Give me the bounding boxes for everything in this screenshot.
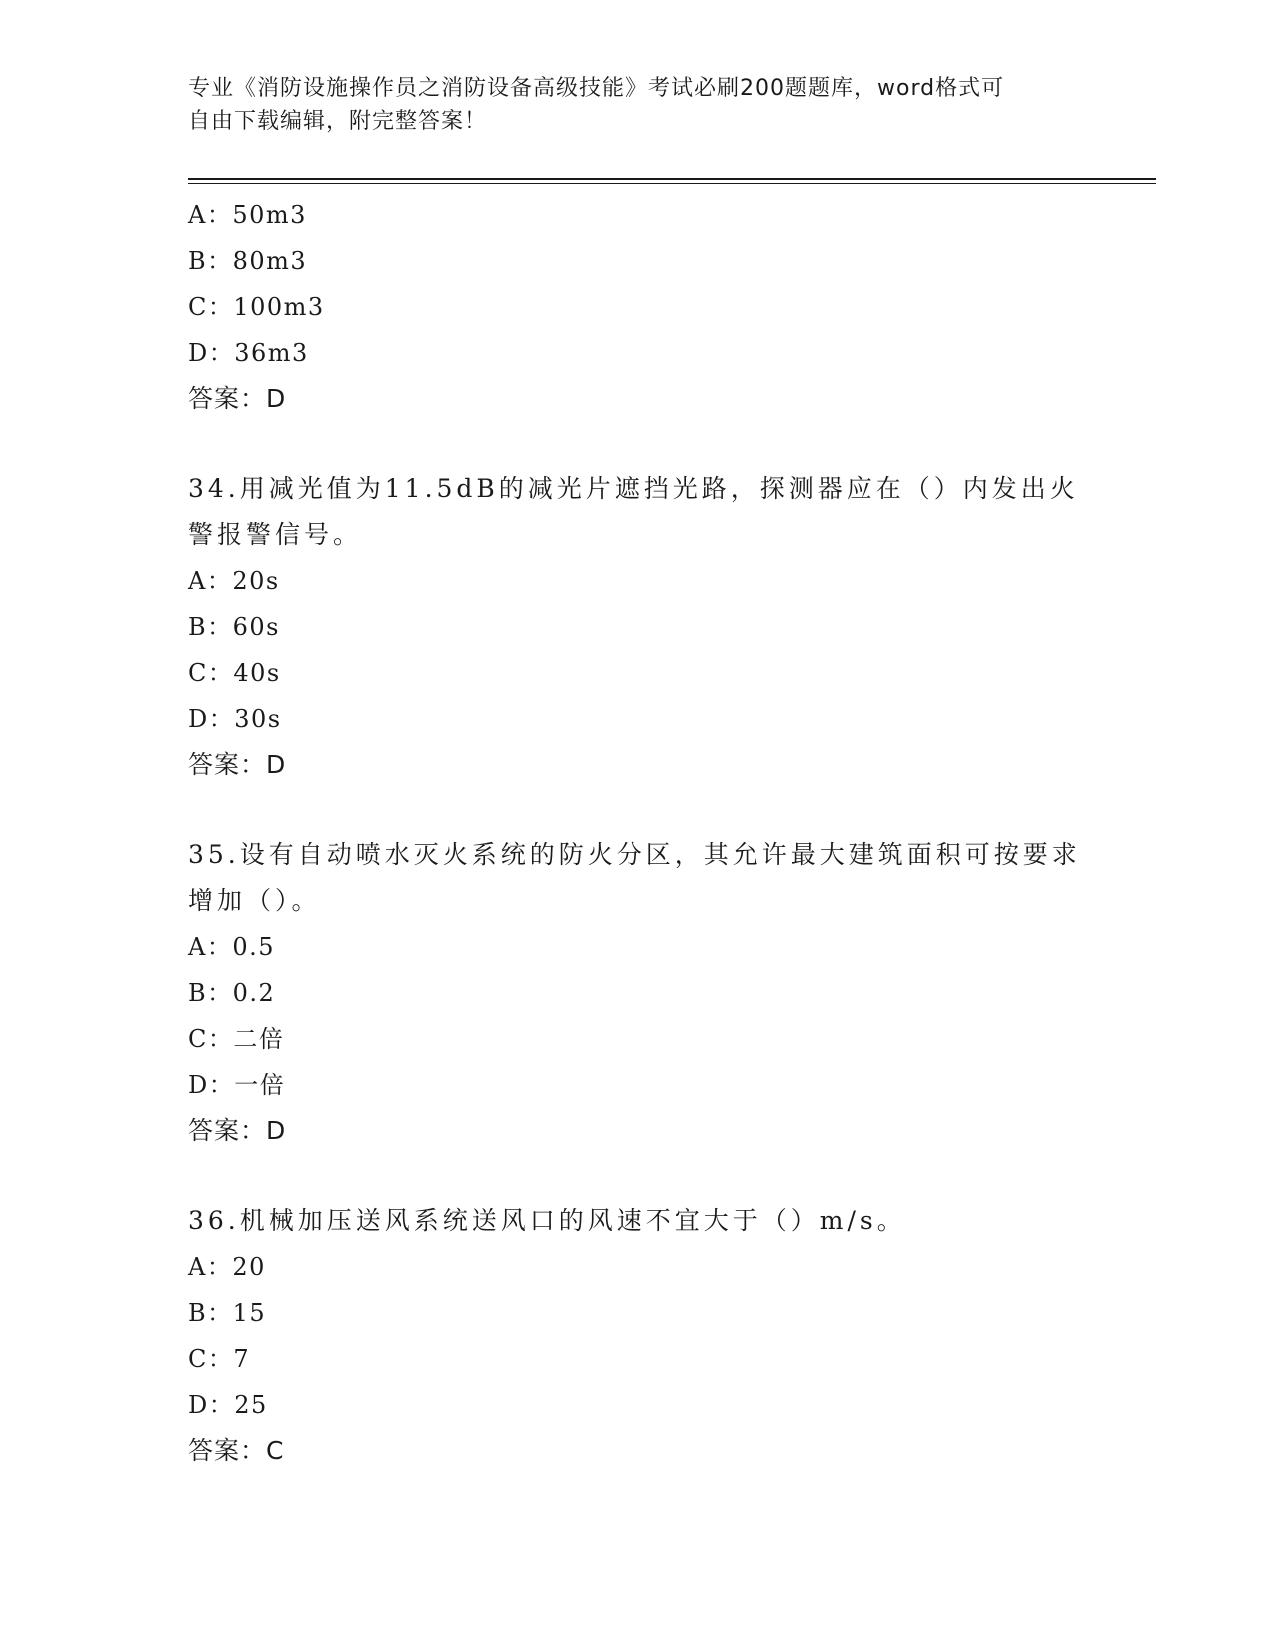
- question-text-line-1: 35.设有自动喷水灭火系统的防火分区，其允许最大建筑面积可按要求: [188, 840, 1081, 869]
- answer-line: 答案：D: [188, 750, 287, 779]
- option-a: A：20: [188, 1253, 266, 1281]
- option-c: C：二倍: [188, 1025, 285, 1053]
- option-c: C：100m3: [188, 293, 325, 321]
- question-text-line-2: 警报警信号。: [188, 520, 363, 549]
- question-block-36: [188, 1198, 1088, 1474]
- question-list: [188, 192, 1088, 1474]
- option-b: B：60s: [188, 613, 280, 641]
- header-divider-thin: [188, 183, 1156, 184]
- option-c: C：7: [188, 1345, 251, 1373]
- question-text-line-1: 36.机械加压送风系统送风口的风速不宜大于（）m/s。: [188, 1206, 906, 1235]
- option-a: A：20s: [188, 567, 280, 595]
- question-block-continued: [188, 192, 1088, 422]
- answer-line: 答案：D: [188, 1116, 287, 1145]
- option-d: D：一倍: [188, 1071, 286, 1099]
- option-b: B：15: [188, 1299, 267, 1327]
- question-text-line-2: 增加（）。: [188, 886, 321, 915]
- answer-line: 答案：C: [188, 1436, 285, 1465]
- question-block-35: [188, 832, 1088, 1154]
- header-line-2: 自由下载编辑，附完整答案！: [188, 109, 488, 134]
- option-b: B：80m3: [188, 247, 308, 275]
- option-a: A：0.5: [188, 933, 275, 961]
- question-block-34: [188, 466, 1088, 788]
- document-header: [188, 72, 1088, 138]
- question-text-line-1: 34.用减光值为11.5dB的减光片遮挡光路，探测器应在（）内发出火: [188, 474, 1079, 503]
- option-d: D：30s: [188, 705, 282, 733]
- option-a: A：50m3: [188, 201, 307, 229]
- answer-line: 答案：D: [188, 384, 287, 413]
- header-divider-thick: [188, 178, 1156, 180]
- option-d: D：36m3: [188, 339, 309, 367]
- option-c: C：40s: [188, 659, 281, 687]
- option-d: D：25: [188, 1391, 268, 1419]
- option-b: B：0.2: [188, 979, 276, 1007]
- header-line-1: 专业《消防设施操作员之消防设备高级技能》考试必刷200题题库，word格式可: [188, 76, 1005, 101]
